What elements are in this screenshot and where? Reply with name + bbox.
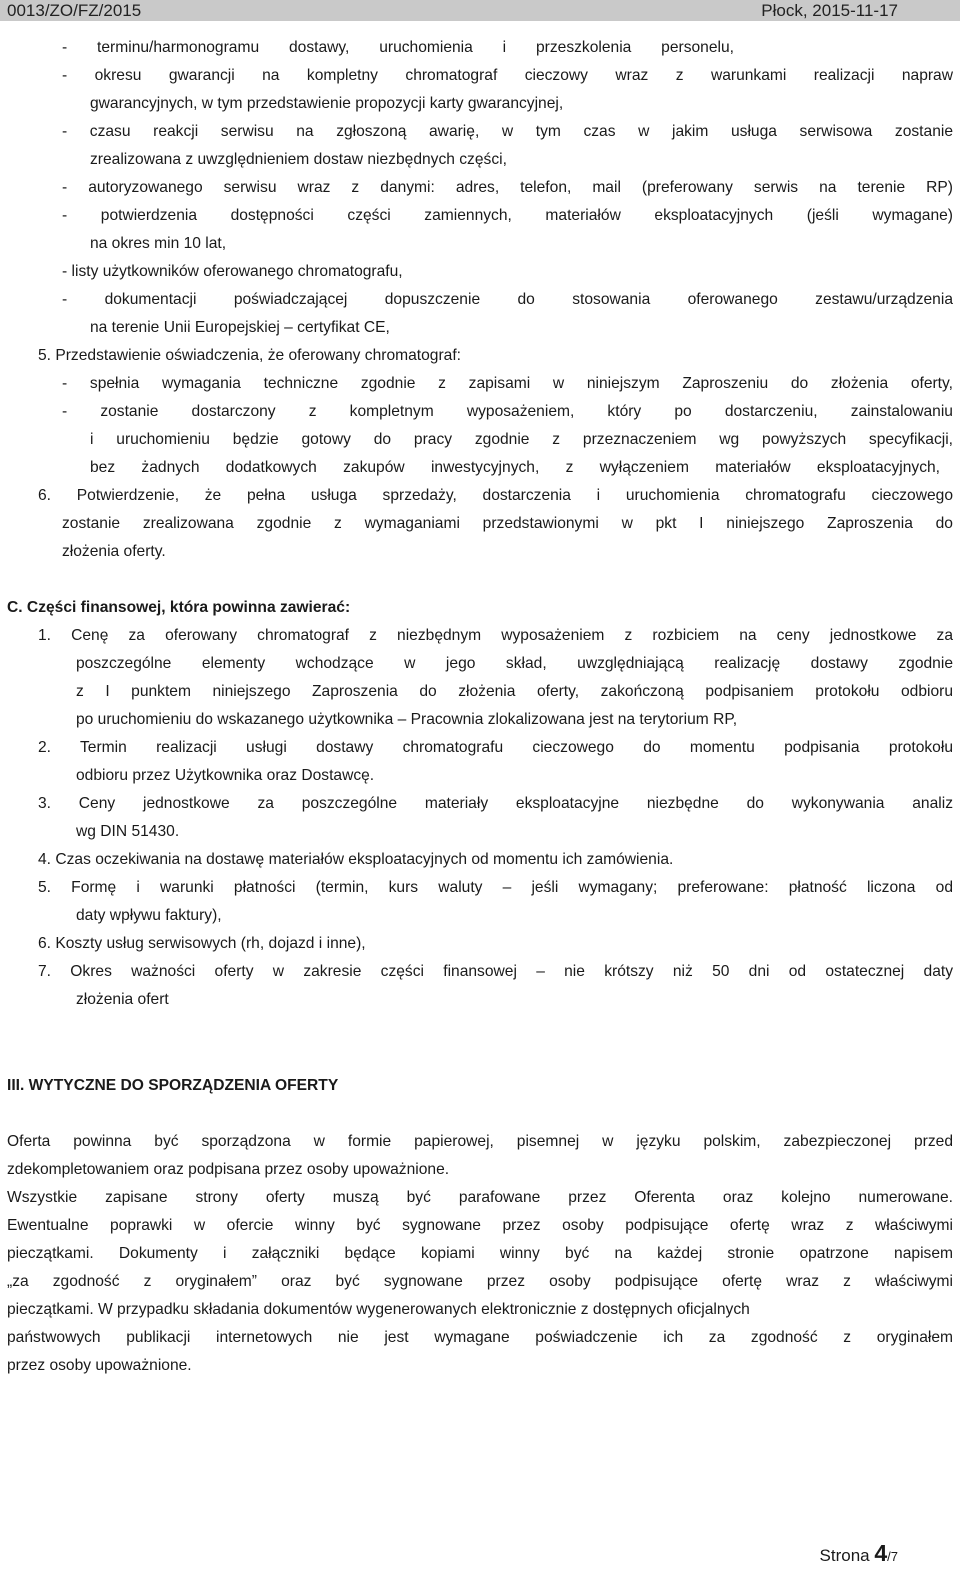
text-line: - czasu reakcji serwisu na zgłoszoną awarię, w tym czas w jakim usługa serwisowa zostanie: [62, 123, 953, 140]
text-line: - terminu/harmonogramu dostawy, uruchomienia i przeszkolenia personelu,: [62, 39, 734, 56]
paragraph-line: państwowych publikacji internetowych nie jest wymagane poświadczenie ich za zgodność z oryginałem: [7, 1329, 953, 1346]
document-reference: 0013/ZO/FZ/2015: [7, 1, 142, 20]
page-total: /7: [887, 1549, 898, 1564]
paragraph-line: przez osoby upoważnione.: [7, 1357, 192, 1374]
paragraph-line: pieczątkami. W przypadku składania dokumentów wygenerowanych elektronicznie z dostępnych oficjalnych: [7, 1301, 750, 1318]
finance-item-1: 1. Cenę za oferowany chromatograf z niezbędnym wyposażeniem z rozbiciem na ceny jednostkowe za: [38, 627, 953, 644]
list-item-5: 5. Przedstawienie oświadczenia, że oferowany chromatograf:: [38, 347, 461, 364]
text-line: poszczególne elementy wchodzące w jego skład, uwzględniającą realizację dostawy zgodnie: [76, 655, 953, 672]
page-label: Strona: [819, 1546, 870, 1565]
text-line: - dokumentacji poświadczającej dopuszczenie do stosowania oferowanego zestawu/urządzenia: [62, 291, 953, 308]
section-iii-heading: III. WYTYCZNE DO SPORZĄDZENIA OFERTY: [7, 1077, 339, 1094]
page-number: 4: [874, 1540, 888, 1566]
text-line: - potwierdzenia dostępności części zamiennych, materiałów eksploatacyjnych (jeśli wymagane): [62, 207, 953, 224]
paragraph-line: zdekompletowaniem oraz podpisana przez osoby upoważnione.: [7, 1161, 450, 1178]
text-line: odbioru przez Użytkownika oraz Dostawcę.: [76, 767, 375, 784]
text-line: złożenia ofert: [76, 991, 169, 1008]
text-line: - spełnia wymagania techniczne zgodnie z zapisami w niniejszym Zaproszeniu do złożenia oferty,: [62, 375, 953, 392]
page-header: [0, 0, 960, 21]
list-item-6: 6. Potwierdzenie, że pełna usługa sprzedaży, dostarczenia i uruchomienia chromatografu cieczowego: [38, 487, 953, 504]
paragraph-line: Wszystkie zapisane strony oferty muszą być parafowane przez Oferenta oraz kolejno numerowane.: [7, 1189, 953, 1206]
paragraph-line: Oferta powinna być sporządzona w formie papierowej, pisemnej w języku polskim, zabezpieczonej przed: [7, 1133, 953, 1150]
finance-item-6: 6. Koszty usług serwisowych (rh, dojazd i inne),: [38, 935, 366, 952]
paragraph-line: „za zgodność z oryginałem” oraz być sygnowane przez osoby podpisujące ofertę wraz z właściwymi: [7, 1273, 953, 1290]
text-line: złożenia oferty.: [62, 543, 166, 560]
text-line: z I punktem niniejszego Zaproszenia do złożenia oferty, zakończoną podpisaniem protokołu odbioru: [76, 683, 953, 700]
text-line: gwarancyjnych, w tym przedstawienie propozycji karty gwarancyjnej,: [90, 95, 564, 112]
text-line: na terenie Unii Europejskiej – certyfikat CE,: [90, 319, 390, 336]
text-line: - okresu gwarancji na kompletny chromatograf cieczowy wraz z warunkami realizacji napraw: [62, 67, 953, 84]
finance-item-4: 4. Czas oczekiwania na dostawę materiałów eksploatacyjnych od momentu ich zamówienia.: [38, 851, 674, 868]
place-date: Płock, 2015-11-17: [761, 1, 898, 20]
text-line: zrealizowana z uwzględnieniem dostaw niezbędnych części,: [90, 151, 507, 168]
finance-item-5: 5. Formę i warunki płatności (termin, kurs waluty – jeśli wymagany; preferowane: płatność liczona od: [38, 879, 953, 896]
text-line: daty wpływu faktury),: [76, 907, 222, 924]
section-c-heading: C. Części finansowej, która powinna zawierać:: [7, 599, 351, 616]
text-line: - listy użytkowników oferowanego chromatografu,: [62, 263, 403, 280]
text-line: wg DIN 51430.: [76, 823, 180, 840]
text-line: - autoryzowanego serwisu wraz z danymi: adres, telefon, mail (preferowany serwis na terenie RP): [62, 179, 953, 196]
finance-item-2: 2. Termin realizacji usługi dostawy chromatografu cieczowego do momentu podpisania protokołu: [38, 739, 953, 756]
text-line: zostanie zrealizowana zgodnie z wymaganiami przedstawionymi w pkt I niniejszego Zaproszenia do: [62, 515, 953, 532]
text-line: po uruchomieniu do wskazanego użytkownika – Pracownia zlokalizowana jest na terytorium RP,: [76, 711, 738, 728]
text-line: bez żadnych dodatkowych zakupów inwestycyjnych, z wyłączeniem materiałów eksploatacyjnych,: [90, 459, 940, 476]
paragraph-line: pieczątkami. Dokumenty i załączniki będące kopiami winny być na każdej stronie opatrzone napisem: [7, 1245, 953, 1262]
paragraph-line: Ewentualne poprawki w ofercie winny być sygnowane przez osoby podpisujące ofertę wraz z właściwymi: [7, 1217, 953, 1234]
text-line: i uruchomieniu będzie gotowy do pracy zgodnie z przeznaczeniem wg powyższych specyfikacji,: [90, 431, 953, 448]
text-line: - zostanie dostarczony z kompletnym wyposażeniem, który po dostarczeniu, zainstalowaniu: [62, 403, 953, 420]
finance-item-7: 7. Okres ważności oferty w zakresie części finansowej – nie krótszy niż 50 dni od ostatecznej daty: [38, 963, 953, 980]
text-line: na okres min 10 lat,: [90, 235, 227, 252]
finance-item-3: 3. Ceny jednostkowe za poszczególne materiały eksploatacyjne niezbędne do wykonywania analiz: [38, 795, 953, 812]
